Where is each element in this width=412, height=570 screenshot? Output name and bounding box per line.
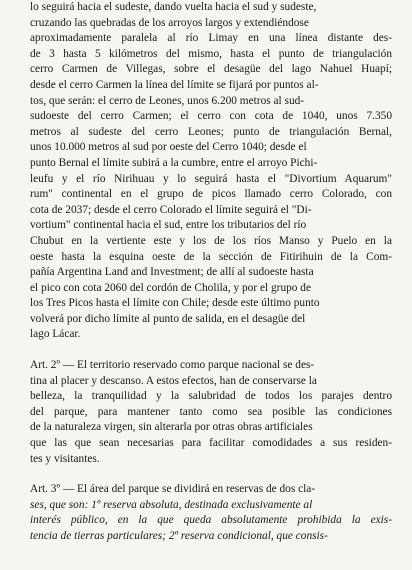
text-line: Art. 3º — El área del parque se dividirá en reservas de dos cla-	[30, 483, 316, 496]
text-line: del parque, para mantener tanto como sea posible las condiciones	[30, 405, 392, 418]
text-line: tina al placer y descanso. A estos efectos, han de conservarse la	[30, 374, 317, 387]
text-line: lago Lácar.	[30, 328, 81, 341]
text-line: lo seguirá hacia el sudeste, dando vuelta hacia el sud y sudeste,	[30, 1, 317, 13]
document-page	[30, 0, 392, 545]
text-line: tos, que serán: el cerro de Leones, unos 6.200 metros al sud-	[30, 94, 305, 107]
article-3	[30, 482, 392, 544]
text-line: tes y visitantes.	[30, 452, 100, 465]
text-line: volverá por dicho límite al punto de salida, en el desagüe del	[30, 312, 306, 325]
text-line: leufu y el río Nirihuau y lo seguirá hasta el "Divortium Aquarum"	[30, 172, 392, 185]
text-line: metros al sudeste del cerro Leones; punto de triangulación Bernal,	[30, 125, 392, 138]
text-line: unos 10.000 metros al sud por oeste del Cerro 1040; desde el	[30, 141, 307, 154]
text-line: punto Bernal el límite subirá a la cumbre, entre el arroyo Pichi-	[30, 156, 318, 169]
article-2	[30, 358, 392, 467]
text-line: cruzando las quebradas de los arroyos largos y extendiéndose	[30, 16, 309, 29]
article-1-continuation	[30, 0, 392, 343]
text-line: ses, que son: 1º reserva absoluta, destinada exclusivamente al	[30, 498, 313, 511]
text-line: de la naturaleza virgen, sin alterarla por otras obras artificiales	[30, 421, 313, 434]
text-line: los Tres Picos hasta el límite con Chile; desde este último punto	[30, 297, 320, 310]
text-line: que las que sean necesarias para facilitar comodidades a sus residen-	[30, 437, 392, 450]
text-line: el pico con cota 2060 del cordón de Cholila, y por el grupo de	[30, 281, 311, 294]
text-line: interés público, en la que queda absolutamente prohibida la exis-	[30, 514, 392, 527]
text-line: rum" continental en el grupo de picos llamado cerro Colorado, con	[30, 188, 392, 201]
text-line: pañía Argentina Land and Investment; de allí al sudoeste hasta	[30, 266, 314, 279]
text-line: sudoeste del cerro Carmen; el cerro con cota de 1040, unos 7.350	[30, 110, 392, 123]
text-line: de 3 hasta 5 kilómetros del mismo, hasta el punto de triangulación	[30, 47, 392, 60]
text-line: Chubut en la vertiente este y los de los ríos Manso y Puelo en la	[30, 234, 392, 247]
text-line: cota de 2037; desde el cerro Colorado el límite seguirá el "Di-	[30, 203, 312, 216]
text-line: cerro Carmen de Villegas, sobre el desagüe del lago Nahuel Huapí;	[30, 63, 392, 76]
text-line: Art. 2º — El territorio reservado como parque nacional se des-	[30, 359, 315, 372]
text-line: vortium" continental hacia el sud, entre los tributarios del río	[30, 219, 307, 232]
text-line: desde el cerro Carmen la línea del límite se fijará por puntos al-	[30, 78, 319, 91]
text-line: oeste hasta la esquina oeste de la sección de Fitirihuin de la Com-	[30, 250, 392, 263]
text-line: belleza, la tranquilidad y la salubridad de todos los parajes dentro	[30, 390, 392, 403]
text-line: aproximadamente paralela al río Limay en una línea distante des-	[30, 32, 392, 45]
text-line: tencia de tierras particulares; 2º reserva condicional, que consis-	[30, 530, 328, 542]
